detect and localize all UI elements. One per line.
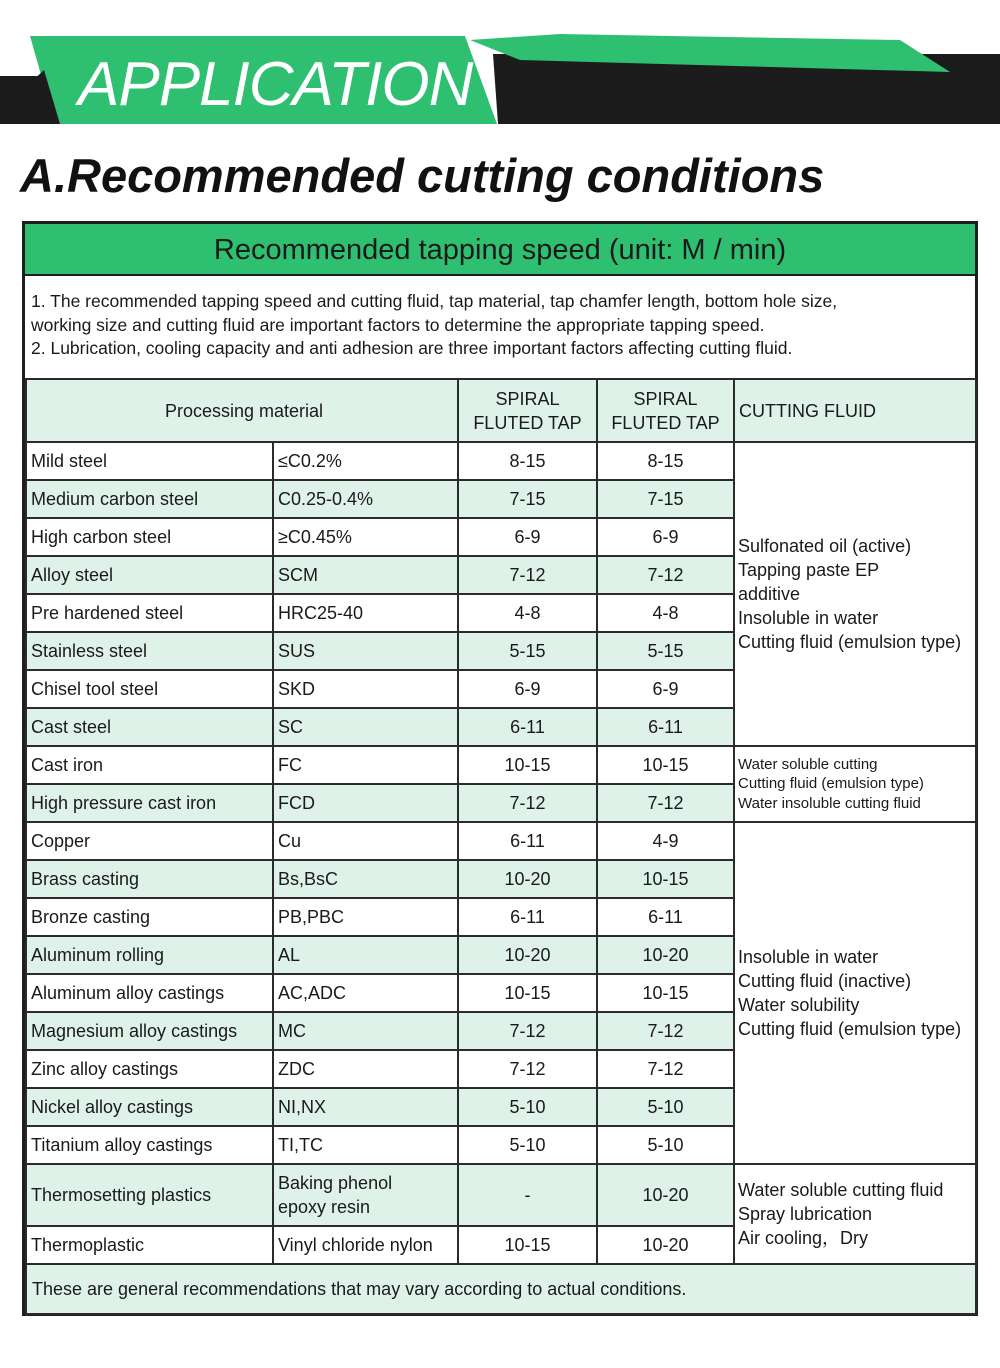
speed-cell: 7-12 xyxy=(597,1012,734,1050)
material-cell: Cast steel xyxy=(26,708,273,746)
fluid-line: Water solubility xyxy=(738,995,860,1015)
grade-cell: FCD xyxy=(273,784,458,822)
material-cell: High carbon steel xyxy=(26,518,273,556)
material-cell: Thermosetting plastics xyxy=(26,1164,273,1226)
grade-cell: TI,TC xyxy=(273,1126,458,1164)
speed-cell: 6-9 xyxy=(458,670,597,708)
grade-cell: PB,PBC xyxy=(273,898,458,936)
speed-cell: 10-20 xyxy=(458,936,597,974)
material-cell: Zinc alloy castings xyxy=(26,1050,273,1088)
material-cell: Aluminum rolling xyxy=(26,936,273,974)
speed-cell: 6-11 xyxy=(458,898,597,936)
grade-cell: NI,NX xyxy=(273,1088,458,1126)
table-footer-row xyxy=(26,1264,976,1314)
speed-table xyxy=(25,378,977,1315)
grade-cell: C0.25-0.4% xyxy=(273,480,458,518)
fluid-line: Water insoluble cutting fluid xyxy=(738,794,921,812)
fluid-line: Cutting fluid (inactive) xyxy=(738,971,912,991)
table-notes xyxy=(31,290,971,361)
grade-cell: SKD xyxy=(273,670,458,708)
fluid-line: Cutting fluid (emulsion type) xyxy=(738,775,924,793)
speed-cell: 10-15 xyxy=(597,974,734,1012)
note-line: working size and cutting fluid are important factors to determine the appropriate tapping speed. xyxy=(31,314,765,335)
fluid-line: Cutting fluid (emulsion type) xyxy=(738,632,962,652)
grade-cell: ZDC xyxy=(273,1050,458,1088)
speed-cell: 10-15 xyxy=(597,746,734,784)
fluid-line: Water soluble cutting xyxy=(738,755,878,773)
material-cell: Copper xyxy=(26,822,273,860)
speed-cell: 6-9 xyxy=(458,518,597,556)
material-cell: Titanium alloy castings xyxy=(26,1126,273,1164)
material-cell: Medium carbon steel xyxy=(26,480,273,518)
table-row xyxy=(26,746,976,784)
cutting-fluid-cell xyxy=(734,746,976,822)
speed-cell: 7-12 xyxy=(597,1050,734,1088)
speed-cell: 5-15 xyxy=(458,632,597,670)
speed-cell: 4-9 xyxy=(597,822,734,860)
material-cell: Alloy steel xyxy=(26,556,273,594)
speed-cell: 7-12 xyxy=(458,784,597,822)
fluid-line: Sulfonated oil (active) xyxy=(738,536,912,556)
speed-cell: 7-12 xyxy=(458,556,597,594)
material-cell: Stainless steel xyxy=(26,632,273,670)
grade-cell: Bs,BsC xyxy=(273,860,458,898)
grade-cell: SC xyxy=(273,708,458,746)
speed-cell: 10-20 xyxy=(458,860,597,898)
material-cell: Bronze casting xyxy=(26,898,273,936)
cutting-fluid-cell xyxy=(734,442,976,746)
speed-cell: 5-15 xyxy=(597,632,734,670)
grade-cell: Cu xyxy=(273,822,458,860)
speed-cell: 6-11 xyxy=(458,822,597,860)
grade-cell: Baking phenol epoxy resin xyxy=(273,1164,458,1226)
note-line: 1. The recommended tapping speed and cutting fluid, tap material, tap chamfer length, bottom hole size, xyxy=(31,291,838,311)
application-banner xyxy=(0,0,1000,124)
speed-cell: 10-15 xyxy=(458,1226,597,1264)
grade-cell: AL xyxy=(273,936,458,974)
speed-cell: 5-10 xyxy=(597,1088,734,1126)
speed-cell: 7-15 xyxy=(597,480,734,518)
speed-cell: 5-10 xyxy=(458,1126,597,1164)
material-cell: Pre hardened steel xyxy=(26,594,273,632)
speed-cell: 7-12 xyxy=(458,1012,597,1050)
speed-cell: 4-8 xyxy=(458,594,597,632)
table-row xyxy=(26,822,976,860)
speed-cell: 10-15 xyxy=(458,746,597,784)
grade-cell: FC xyxy=(273,746,458,784)
table-row xyxy=(26,442,976,480)
grade-cell: AC,ADC xyxy=(273,974,458,1012)
speed-cell: 7-15 xyxy=(458,480,597,518)
speed-cell: 10-15 xyxy=(458,974,597,1012)
grade-cell: ≥C0.45% xyxy=(273,518,458,556)
fluid-line: Cutting fluid (emulsion type) xyxy=(738,1019,962,1039)
material-cell: Thermoplastic xyxy=(26,1226,273,1264)
speed-cell: 4-8 xyxy=(597,594,734,632)
material-cell: Cast iron xyxy=(26,746,273,784)
speed-cell: 5-10 xyxy=(458,1088,597,1126)
speed-cell: 8-15 xyxy=(458,442,597,480)
grade-cell: SUS xyxy=(273,632,458,670)
material-cell: Nickel alloy castings xyxy=(26,1088,273,1126)
header-cutting-fluid: CUTTING FLUID xyxy=(734,379,976,442)
speed-cell: 6-11 xyxy=(458,708,597,746)
fluid-line: additive xyxy=(738,584,801,604)
speed-cell: 6-11 xyxy=(597,898,734,936)
fluid-line: Air cooling，Dry xyxy=(738,1228,869,1248)
fluid-line: Insoluble in water xyxy=(738,947,879,967)
speed-cell: 10-20 xyxy=(597,936,734,974)
material-cell: Aluminum alloy castings xyxy=(26,974,273,1012)
banner-title: APPLICATION xyxy=(78,50,473,119)
table-header-row xyxy=(26,379,976,442)
fluid-line: Water soluble cutting fluid xyxy=(738,1180,944,1200)
material-cell: Mild steel xyxy=(26,442,273,480)
cutting-fluid-cell xyxy=(734,822,976,1164)
cutting-fluid-cell xyxy=(734,1164,976,1264)
speed-cell: 6-9 xyxy=(597,670,734,708)
fluid-line: Insoluble in water xyxy=(738,608,879,628)
material-cell: Magnesium alloy castings xyxy=(26,1012,273,1050)
grade-cell: ≤C0.2% xyxy=(273,442,458,480)
grade-cell: MC xyxy=(273,1012,458,1050)
fluid-line: Spray lubrication xyxy=(738,1204,873,1224)
material-cell: High pressure cast iron xyxy=(26,784,273,822)
note-line: 2. Lubrication, cooling capacity and anti adhesion are three important factors affecting cutting fluid. xyxy=(31,338,793,358)
header-spiral-fluted-tap-1: SPIRAL FLUTED TAP xyxy=(458,379,597,442)
speed-cell: 7-12 xyxy=(458,1050,597,1088)
cutting-conditions-table xyxy=(22,221,978,1316)
table-row xyxy=(26,1164,976,1226)
speed-cell: 7-12 xyxy=(597,784,734,822)
material-cell: Chisel tool steel xyxy=(26,670,273,708)
table-title: Recommended tapping speed (unit: M / min) xyxy=(25,224,975,276)
speed-cell: 10-20 xyxy=(597,1164,734,1226)
fluid-line: Tapping paste EP xyxy=(738,560,880,580)
speed-cell: 6-9 xyxy=(597,518,734,556)
speed-cell: 7-12 xyxy=(597,556,734,594)
header-processing-material: Processing material xyxy=(26,379,458,442)
grade-cell: Vinyl chloride nylon xyxy=(273,1226,458,1264)
header-spiral-fluted-tap-2: SPIRAL FLUTED TAP xyxy=(597,379,734,442)
footer-note: These are general recommendations that may vary according to actual conditions. xyxy=(26,1264,976,1314)
speed-cell: 8-15 xyxy=(597,442,734,480)
speed-cell: - xyxy=(458,1164,597,1226)
grade-cell: SCM xyxy=(273,556,458,594)
section-title: A.Recommended cutting conditions xyxy=(20,149,825,202)
speed-cell: 6-11 xyxy=(597,708,734,746)
speed-cell: 10-15 xyxy=(597,860,734,898)
grade-cell: HRC25-40 xyxy=(273,594,458,632)
speed-cell: 10-20 xyxy=(597,1226,734,1264)
speed-cell: 5-10 xyxy=(597,1126,734,1164)
material-cell: Brass casting xyxy=(26,860,273,898)
